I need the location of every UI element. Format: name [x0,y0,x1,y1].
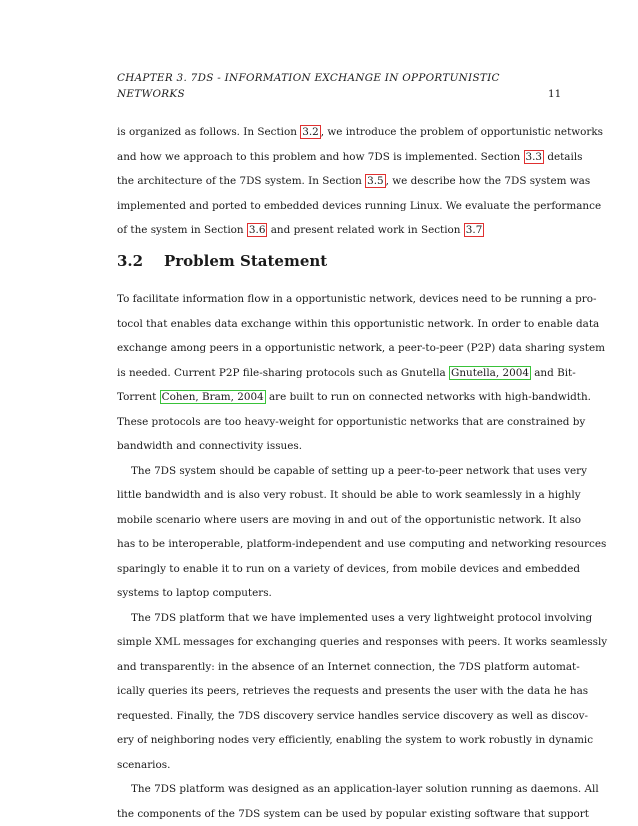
text-line: The 7DS platform that we have implemented uses a very lightweight protocol involving [131,611,593,624]
section-heading [117,251,327,271]
text-line: exchange among peers in a opportunistic network, a peer-to-peer (P2P) data sharing system [117,342,605,354]
section-number: 3.2 [117,252,144,270]
section-ref-link[interactable]: 3.3 [525,150,543,163]
text-line: is organized as follows. In Section 3.2 , we introduce the problem of opportunistic networks [117,126,604,138]
citation-link[interactable]: Cohen, Bram, 2004 [161,391,264,403]
text-line: little bandwidth and is also very robust. It should be able to work seamlessly in a highly [117,489,581,501]
text-line: scenarios. [117,758,171,771]
text-line: has to be interoperable, platform-independent and use computing and networking resources [117,538,607,550]
citation-link[interactable]: Gnutella, 2004 [451,366,529,379]
text-line: Torrent Cohen, Bram, 2004 are built to run on connected networks with high-bandwidth. [117,391,591,403]
chapter-title-line-2: NETWORKS [117,88,185,100]
text-line: of the system in Section 3.6 and present related work in Section 3.7 [117,224,483,236]
text-line: is needed. Current P2P file-sharing protocols such as Gnutella Gnutella, 2004 and Bit- [117,366,576,379]
text-line: tocol that enables data exchange within this opportunistic network. In order to enable data [117,317,600,330]
chapter-title-line-1: CHAPTER 3. 7DS - INFORMATION EXCHANGE IN OPPORTUNISTIC [117,72,500,84]
text-line: sparingly to enable it to run on a variety of devices, from mobile devices and embedded [117,562,581,575]
text-line: and transparently: in the absence of an Internet connection, the 7DS platform automat- [117,660,580,673]
text-line: the architecture of the 7DS system. In Section 3.5 , we describe how the 7DS system was [117,175,591,187]
text-line: The 7DS platform was designed as an application-layer solution running as daemons. All [131,783,599,795]
text-line: ery of neighboring nodes very efficiently, enabling the system to work robustly in dynamic [117,734,594,746]
text-line: the components of the 7DS system can be used by popular existing software that support [117,807,589,820]
body-text [117,287,608,826]
section-title: Problem Statement [164,252,328,270]
page-number: 11 [548,88,562,100]
text-line: mobile scenario where users are moving in and out of the opportunistic network. It also [117,513,582,526]
section-ref-link[interactable]: 3.2 [302,126,319,138]
intro-paragraph [117,120,604,243]
text-line: bandwidth and connectivity issues. [117,440,303,452]
section-ref-link[interactable]: 3.6 [248,224,266,236]
text-line: The 7DS system should be capable of setting up a peer-to-peer network that uses very [131,464,587,477]
text-line: To facilitate information flow in a opportunistic network, devices need to be running a pro- [117,293,597,305]
text-line: and how we approach to this problem and how 7DS is implemented. Section 3.3 details [117,150,583,163]
text-line: ically queries its peers, retrieves the requests and presents the user with the data he has [117,685,589,697]
section-ref-link[interactable]: 3.7 [465,224,483,236]
running-header [117,70,564,102]
text-line: These protocols are too heavy-weight for opportunistic networks that are constrained by [117,415,586,428]
text-line: simple XML messages for exchanging queries and responses with peers. It works seamlessly [117,636,608,648]
text-line: implemented and ported to embedded devices running Linux. We evaluate the performance [117,199,602,212]
text-line: requested. Finally, the 7DS discovery service handles service discovery as well as discov- [117,709,589,722]
text-line: systems to laptop computers. [117,587,272,599]
section-ref-link[interactable]: 3.5 [367,175,384,187]
